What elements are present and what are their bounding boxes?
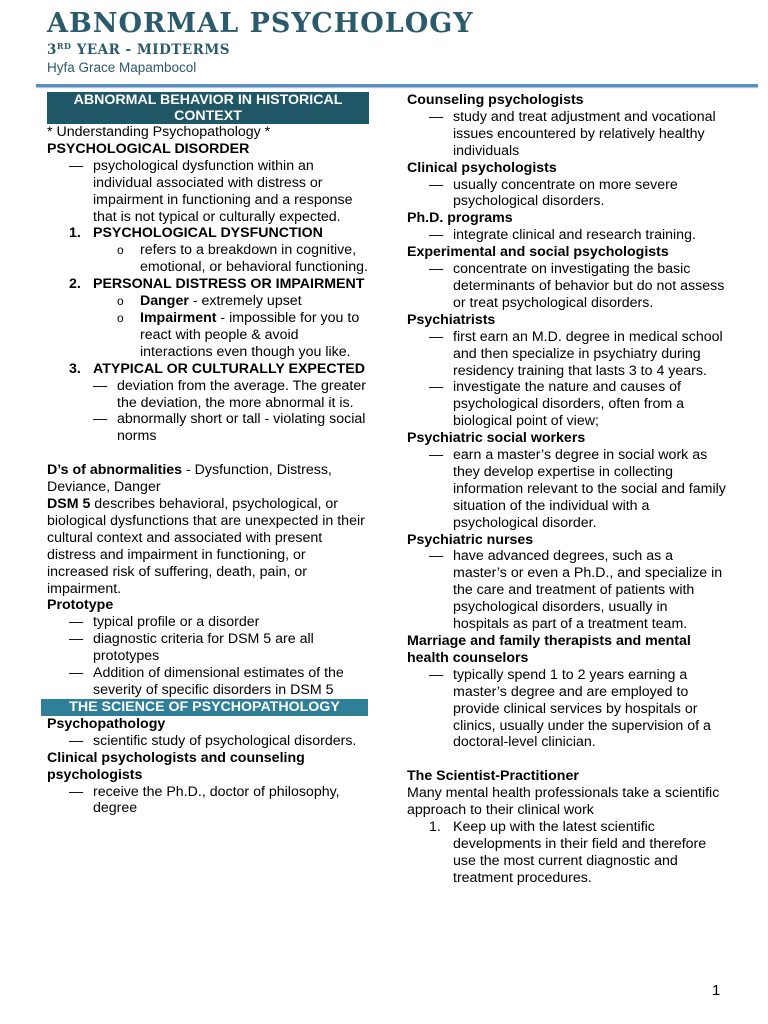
author-name: Hyfa Grace Mapambocol bbox=[47, 60, 197, 75]
heading-social-workers: Psychiatric social workers bbox=[407, 430, 586, 447]
numbered-item: 2. PERSONAL DISTRESS OR IMPAIRMENT bbox=[69, 276, 365, 293]
bullet-item: o Impairment - impossible for you to react with people & avoid interactions even though you like. bbox=[117, 309, 360, 360]
list-item: — integrate clinical and research training. bbox=[429, 227, 696, 244]
list-item: — study and treat adjustment and vocational issues encountered by relatively healthy individuals bbox=[429, 108, 716, 159]
heading-prototype: Prototype bbox=[47, 597, 114, 614]
heading-marriage-family: Marriage and family therapists and mental health counselors bbox=[407, 633, 691, 666]
page-number: 1 bbox=[712, 982, 721, 999]
heading-phd-programs: Ph.D. programs bbox=[407, 210, 513, 227]
paragraph-dsm5: DSM 5 describes behavioral, psychological, or biological dysfunctions that are unexpected in their cultural context and associated with present distress and impairment in functioning, or increased risk of suffering, death, pain, or impairment. bbox=[47, 496, 365, 597]
list-item: — usually concentrate on more severe psychological disorders. bbox=[429, 176, 678, 210]
paragraph-scientist-practitioner: Many mental health professionals take a scientific approach to their clinical work bbox=[407, 785, 720, 819]
bullet-item: o refers to a breakdown in cognitive, emotional, or behavioral functioning. bbox=[117, 242, 368, 276]
list-item: — concentrate on investigating the basic determinants of behavior but do not assess or treat psychological disorders. bbox=[429, 261, 725, 311]
numbered-item: 1. PSYCHOLOGICAL DYSFUNCTION bbox=[69, 225, 323, 242]
subheading-understanding: * Understanding Psychopathology * bbox=[47, 124, 271, 140]
list-item: — first earn an M.D. degree in medical school and then specialize in psychiatry during residency training that lasts 3 to 4 years. bbox=[429, 328, 723, 379]
heading-scientist-practitioner: The Scientist-Practitioner bbox=[407, 768, 579, 785]
numbered-item: 1. Keep up with the latest scientific developments in their field and therefore use the most current diagnostic and treatment procedures. bbox=[429, 819, 707, 886]
list-item: — typical profile or a disorder bbox=[69, 614, 260, 631]
document-title: ABNORMAL PSYCHOLOGY bbox=[47, 8, 474, 39]
list-item: — typically spend 1 to 2 years earning a master’s degree and are employed to provide clinical services by hospitals or clinics, usually under the supervision of a doctoral-level clinician. bbox=[429, 666, 711, 751]
left-column bbox=[47, 92, 369, 817]
heading-clinical-psychologists: Clinical psychologists bbox=[407, 159, 557, 176]
header-divider bbox=[36, 84, 758, 87]
heading-psychiatrists: Psychiatrists bbox=[407, 311, 496, 328]
heading-psychiatric-nurses: Psychiatric nurses bbox=[407, 531, 534, 548]
list-item: — receive the Ph.D., doctor of philosophy, degree bbox=[69, 783, 340, 817]
list-item: — deviation from the average. The greater the deviation, the more abnormal it is. bbox=[93, 377, 366, 411]
list-item: — abnormally short or tall - violating social norms bbox=[93, 411, 366, 445]
heading-counseling-psychologists: Counseling psychologists bbox=[407, 92, 584, 108]
heading-psychopathology: Psychopathology bbox=[47, 715, 166, 732]
bullet-item: o Danger - extremely upset bbox=[117, 293, 302, 310]
right-column bbox=[407, 92, 727, 887]
document-subtitle: 3RD YEAR - MIDTERMS bbox=[47, 41, 231, 58]
heading-psychological-disorder: PSYCHOLOGICAL DISORDER bbox=[47, 140, 250, 157]
list-item: — scientific study of psychological disorders. bbox=[69, 732, 357, 749]
list-item: — earn a master’s degree in social work as they develop expertise in collecting information relevant to the social and family situation of the individual with a psychological disorder. bbox=[429, 447, 726, 531]
paragraph-ds-of-abnormalities: D’s of abnormalities - Dysfunction, Distress, Deviance, Danger bbox=[47, 462, 332, 496]
list-item: — Addition of dimensional estimates of the severity of specific disorders in DSM 5 bbox=[69, 665, 344, 698]
list-item: — have advanced degrees, such as a master’s or even a Ph.D., and specialize in the care and treatment of patients with psychological disorders, usually in hospitals as part of a treatment team. bbox=[429, 548, 723, 633]
list-item: — investigate the nature and causes of psychological disorders, often from a biological point of view; bbox=[429, 379, 685, 430]
heading-experimental-social: Experimental and social psychologists bbox=[407, 244, 669, 261]
section-banner-science: THE SCIENCE OF PSYCHOPATHOLOGY bbox=[41, 699, 368, 716]
list-item: — psychological dysfunction within an individual associated with distress or impairment in functioning and a response that is not typical or culturally expected. bbox=[69, 157, 353, 225]
section-banner-historical: ABNORMAL BEHAVIOR IN HISTORICAL CONTEXT bbox=[47, 92, 369, 124]
numbered-item: 3. ATYPICAL OR CULTURALLY EXPECTED bbox=[69, 360, 365, 377]
heading-clinical-counseling: Clinical psychologists and counseling psychologists bbox=[47, 749, 305, 783]
list-item: — diagnostic criteria for DSM 5 are all prototypes bbox=[69, 631, 314, 665]
